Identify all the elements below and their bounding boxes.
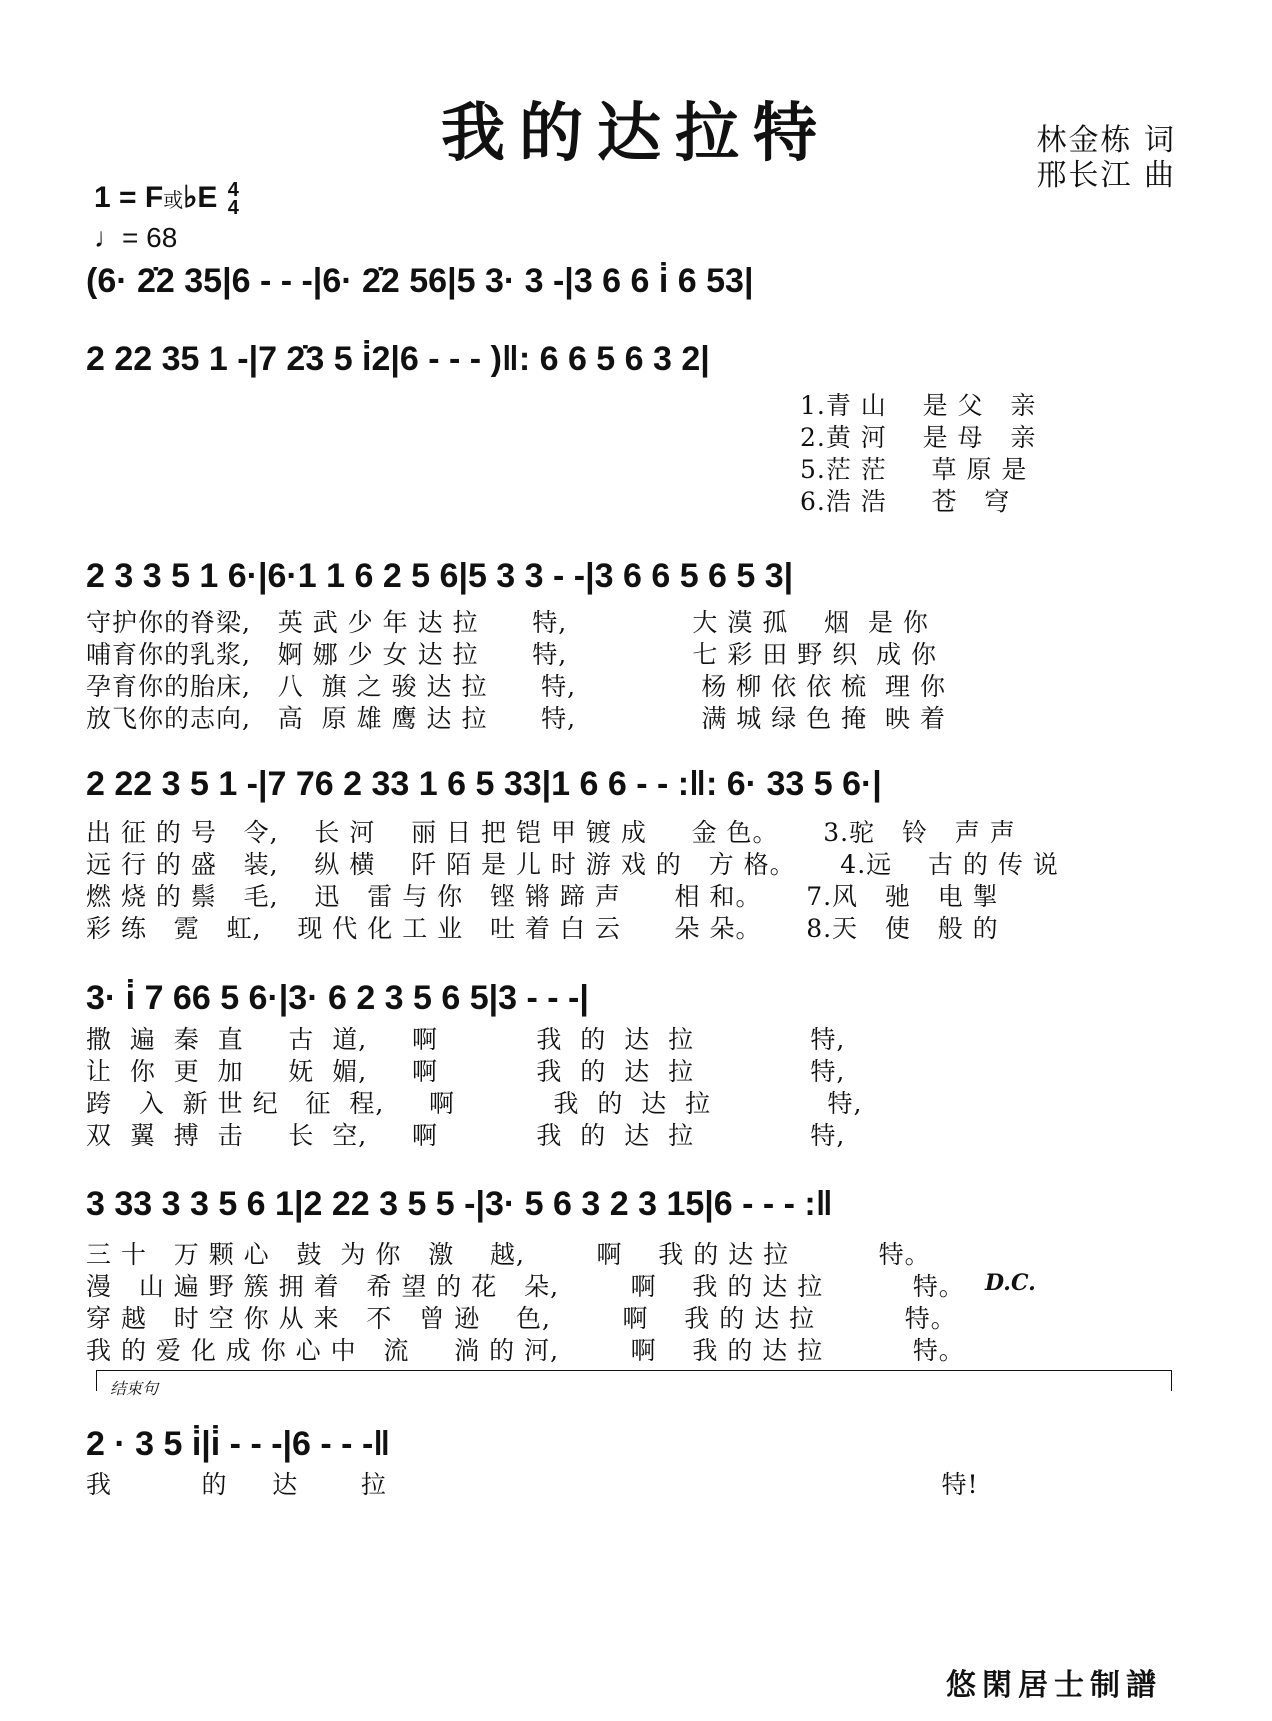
- lyric-line: 跨 入 新 世 纪 征 程, 啊 我 的 达 拉 特,: [86, 1089, 863, 1118]
- lyric-line: 2.黄 河 是 母 亲: [800, 423, 1037, 452]
- lyric-line: 守护你的脊梁, 英 武 少 年 达 拉 特, 大 漠 孤 烟 是 你: [86, 608, 929, 637]
- lyric-line: 我 的 爱 化 成 你 心 中 流 淌 的 河, 啊 我 的 达 拉 特。: [86, 1336, 965, 1365]
- lyric-line: 孕育你的胎床, 八 旗 之 骏 达 拉 特, 杨 柳 依 依 梳 理 你: [86, 672, 946, 701]
- lyric-line: 出 征 的 号 令, 长 河 丽 日 把 铠 甲 镀 成 金 色。 3.驼 铃 声 声: [86, 818, 1016, 847]
- lyric-line: 双 翼 搏 击 长 空, 啊 我 的 达 拉 特,: [86, 1121, 846, 1150]
- song-title: 我的达拉特: [441, 96, 831, 171]
- notation-row-coda: 2 · 3 5 i̇|i̇ - - -|6 - - -‖: [86, 1425, 391, 1463]
- lyric-line: 5.茫 茫 草 原 是: [800, 455, 1028, 484]
- tempo-marking: ♩= 68: [94, 222, 178, 253]
- notation-row-verse4: 3 33 3 3 5 6 1|2 22 3 5 5 -|3· 5 6 3 2 3 15|6 - - - :‖: [86, 1185, 833, 1223]
- lyricist-credit: 林金栋 词: [1036, 123, 1176, 158]
- lyric-line: 1.青 山 是 父 亲: [800, 391, 1037, 420]
- arranger-signature: 悠閑居士制譜: [946, 1668, 1162, 1703]
- lyric-line: 三 十 万 颗 心 鼓 为 你 激 越, 啊 我 的 达 拉 特。: [86, 1240, 931, 1269]
- lyric-line: 撒 遍 秦 直 古 道, 啊 我 的 达 拉 特,: [86, 1025, 846, 1054]
- lyric-line: 穿 越 时 空 你 从 来 不 曾 逊 色, 啊 我 的 达 拉 特。: [86, 1304, 957, 1333]
- lyric-line: 让 你 更 加 妩 媚, 啊 我 的 达 拉 特,: [86, 1057, 846, 1086]
- lyric-line: 燃 烧 的 鬃 毛, 迅 雷 与 你 铿 锵 蹄 声 相 和。 7.风 驰 电 掣: [86, 882, 999, 911]
- key-flat: ♭E: [183, 181, 218, 214]
- time-signature: [227, 179, 239, 220]
- notation-row-verse2: 2 22 3 5 1 -|7 76 2 33 1 6 5 33|1 6 6 - - :‖: 6· 33 5 6·|: [86, 765, 882, 803]
- lyric-line: 我 的 达 拉 特!: [86, 1470, 979, 1499]
- lyric-line: 6.浩 浩 苍 穹: [800, 487, 1011, 516]
- key-main: 1 = F: [94, 181, 164, 214]
- key-alt: 或: [163, 190, 184, 212]
- notation-row-intro1: (6· 2̇2 35|6 - - -|6· 2̇2 56|5 3· 3 -|3 6 6 i̇ 6 53|: [86, 262, 754, 300]
- key-signature: [94, 179, 239, 220]
- ending-bracket: [96, 1370, 1172, 1391]
- ending-label: 结束句: [110, 1381, 159, 1398]
- time-bottom: 4: [227, 197, 239, 220]
- lyric-line: 漫 山 遍 野 簇 拥 着 希 望 的 花 朵, 啊 我 的 达 拉 特。: [86, 1272, 965, 1301]
- lyric-line: 放飞你的志向, 高 原 雄 鹰 达 拉 特, 满 城 绿 色 掩 映 着: [86, 704, 946, 733]
- time-top: 4: [227, 179, 239, 202]
- dc-marking: D.C.: [985, 1270, 1036, 1296]
- notation-row-verse1: 2 3 3 5 1 6·|6·1 1 6 2 5 6|5 3 3 - -|3 6 6 5 6 5 3|: [86, 557, 794, 595]
- lyric-line: 远 行 的 盛 装, 纵 横 阡 陌 是 儿 时 游 戏 的 方 格。 4.远 古 的 传 说: [86, 850, 1059, 879]
- lyric-line: 彩 练 霓 虹, 现 代 化 工 业 吐 着 白 云 朵 朵。 8.天 使 般 的: [86, 914, 999, 943]
- notation-row-verse3: 3· i̇ 7 66 5 6·|3· 6 2 3 5 6 5|3 - - -|: [86, 979, 589, 1017]
- lyric-line: 哺育你的乳浆, 婀 娜 少 女 达 拉 特, 七 彩 田 野 织 成 你: [86, 640, 938, 669]
- notation-row-intro2: 2 22 35 1 -|7 2̇3 5 i̇2|6 - - - )‖: 6 6 5 6 3 2|: [86, 340, 710, 378]
- composer-credit: 邢长江 曲: [1036, 158, 1176, 193]
